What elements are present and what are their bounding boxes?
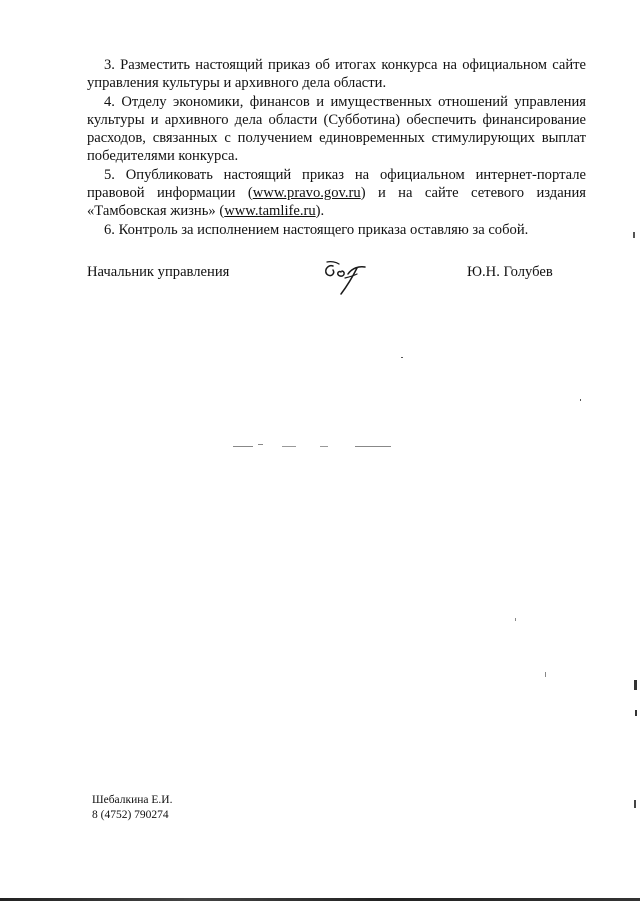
pravo-link[interactable]: www.pravo.gov.ru (252, 185, 361, 202)
scan-bottom-edge (0, 898, 640, 901)
paragraph-5 (87, 166, 586, 221)
scan-mark (355, 446, 391, 447)
scan-mark (233, 446, 253, 447)
signer-position: Начальник управления (87, 264, 230, 280)
executor-block (92, 793, 172, 823)
signer-name: Ю.Н. Голубев (467, 264, 553, 280)
executor-phone: 8 (4752) 790274 (92, 809, 169, 821)
tamlife-link[interactable]: www.tamlife.ru (224, 203, 316, 220)
scan-mark (633, 232, 635, 238)
paragraph-5-text-start: 5. Опубликовать настоящий приказ на официальном интернет-портале правовой информации ( (87, 166, 586, 202)
scan-mark (401, 357, 403, 358)
scan-mark (515, 618, 516, 621)
scan-mark (580, 399, 581, 401)
scan-mark (635, 710, 637, 716)
paragraph-5-text-end: ). (315, 203, 325, 220)
signature-row (87, 264, 586, 304)
paragraph-4-text: 4. Отделу экономики, финансов и имущественных отношений управления культуры и архивного дела области (Субботина) обеспечить финансирование расходов, связанных с получением единовременных стимулирующих выплат победителями конкурса. (87, 93, 586, 165)
scan-mark (634, 680, 637, 690)
paragraph-6 (87, 221, 586, 239)
paragraph-3 (87, 56, 586, 93)
order-body (87, 56, 586, 239)
handwritten-signature (319, 258, 375, 298)
paragraph-4 (87, 93, 586, 166)
scan-mark (282, 446, 296, 447)
paragraph-5-text-middle: ) и на сайте сетевого издания «Тамбовская жизнь» ( (87, 185, 586, 220)
executor-name: Шебалкина Е.И. (92, 794, 173, 806)
scan-mark (634, 800, 636, 808)
scan-mark (545, 672, 546, 677)
scan-mark (320, 446, 328, 447)
paragraph-6-text: 6. Контроль за исполнением настоящего приказа оставляю за собой. (104, 221, 529, 238)
paragraph-3-text: 3. Разместить настоящий приказ об итогах конкурса на официальном сайте управления культуры и архивного дела области. (87, 57, 586, 92)
scan-mark (258, 444, 263, 445)
